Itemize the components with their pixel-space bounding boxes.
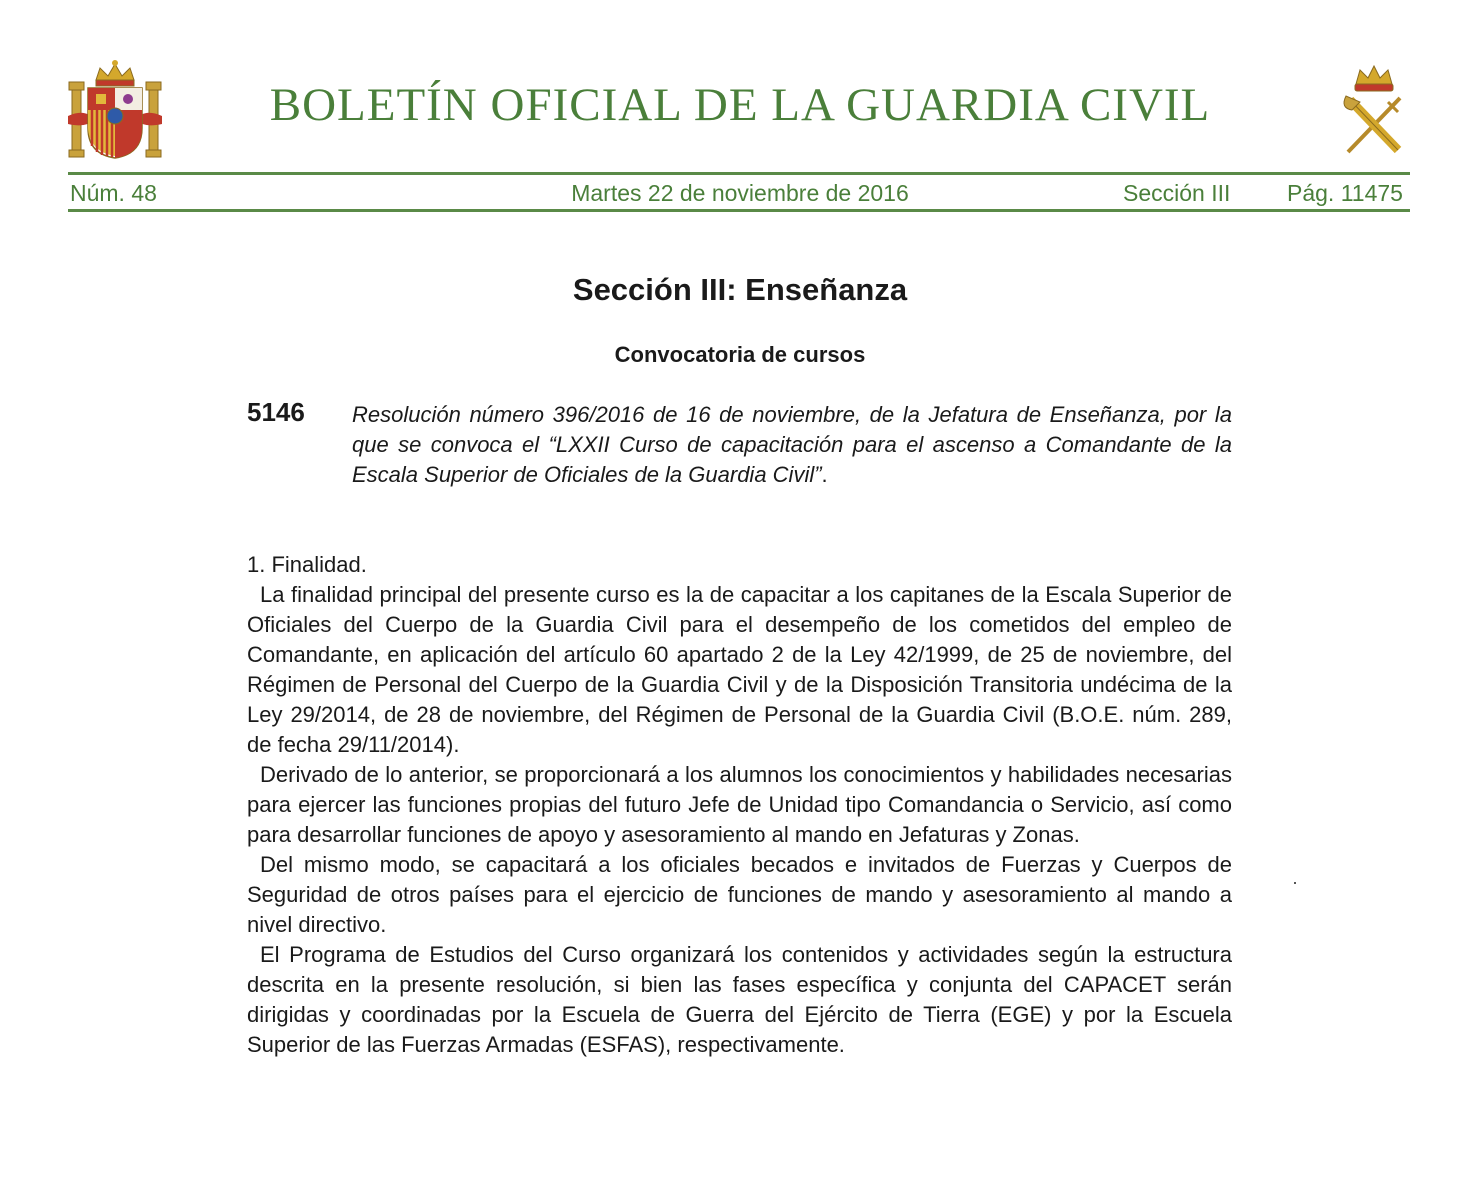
resolution-number: 5146 [247,397,305,427]
issue-section: Sección III [1123,180,1231,206]
subsection-title: Convocatoria de cursos [614,342,866,367]
body-paragraph: Derivado de lo anterior, se proporcionará a los alumnos los conocimientos y habilidades necesarias para ejercer las funciones propias del futuro Jefe de Unidad tipo Comandancia o Servicio, así como para desarrollar funciones de apoyo y asesoramiento al mando en Jefaturas y Zonas. [247,762,1232,847]
header-bottom-rule [68,209,1410,212]
resolution-title-text: Resolución número 396/2016 de 16 de noviembre, de la Jefatura de Enseñanza, por la que se convoca el “LXXII Curso de capacitación para el ascenso a Comandante de la Escala Superior de Oficiales de la Guardia Civil” [352,402,1232,487]
section-title: Sección III: Enseñanza [572,272,908,307]
body-heading: 1. Finalidad. [247,552,367,577]
document-body [247,550,1232,1060]
issue-number: Núm. 48 [70,180,157,206]
scan-speck [1294,882,1296,884]
resolution-title [352,400,1232,490]
body-paragraph: El Programa de Estudios del Curso organizará los contenidos y actividades según la estructura descrita en la presente resolución, si bien las fases específica y conjunta del CAPACET serán dirigidas y coordinadas por la Escuela de Guerra del Ejército de Tierra (EGE) y por la Escuela Superior de las Fuerzas Armadas (ESFAS), respectivamente. [247,942,1232,1057]
resolution-title-period: . [821,462,828,487]
issue-date: Martes 22 de noviembre de 2016 [571,180,909,206]
page-number: Pág. 11475 [1287,180,1403,206]
guardia-civil-emblem-icon [1338,64,1410,156]
masthead-title: BOLETÍN OFICIAL DE LA GUARDIA CIVIL [269,79,1211,131]
body-paragraph: Del mismo modo, se capacitará a los oficiales becados e invitados de Fuerzas y Cuerpos de Seguridad de otros países para el ejercicio de funciones de mando y asesoramiento al mando a nivel directivo. [247,852,1232,937]
body-paragraph: La finalidad principal del presente curso es la de capacitar a los capitanes de la Escala Superior de Oficiales del Cuerpo de la Guardia Civil para el desempeño de los cometidos del empleo de Comandante, en aplicación del artículo 60 apartado 2 de la Ley 42/1999, de 25 de noviembre, del Régimen de Personal del Cuerpo de la Guardia Civil y de la Disposición Transitoria undécima de la Ley 29/2014, de 28 de noviembre, del Régimen de Personal de la Guardia Civil (B.O.E. núm. 289, de fecha 29/11/2014). [247,582,1232,757]
spain-coat-of-arms-icon [66,58,164,160]
header-top-rule [68,172,1410,175]
